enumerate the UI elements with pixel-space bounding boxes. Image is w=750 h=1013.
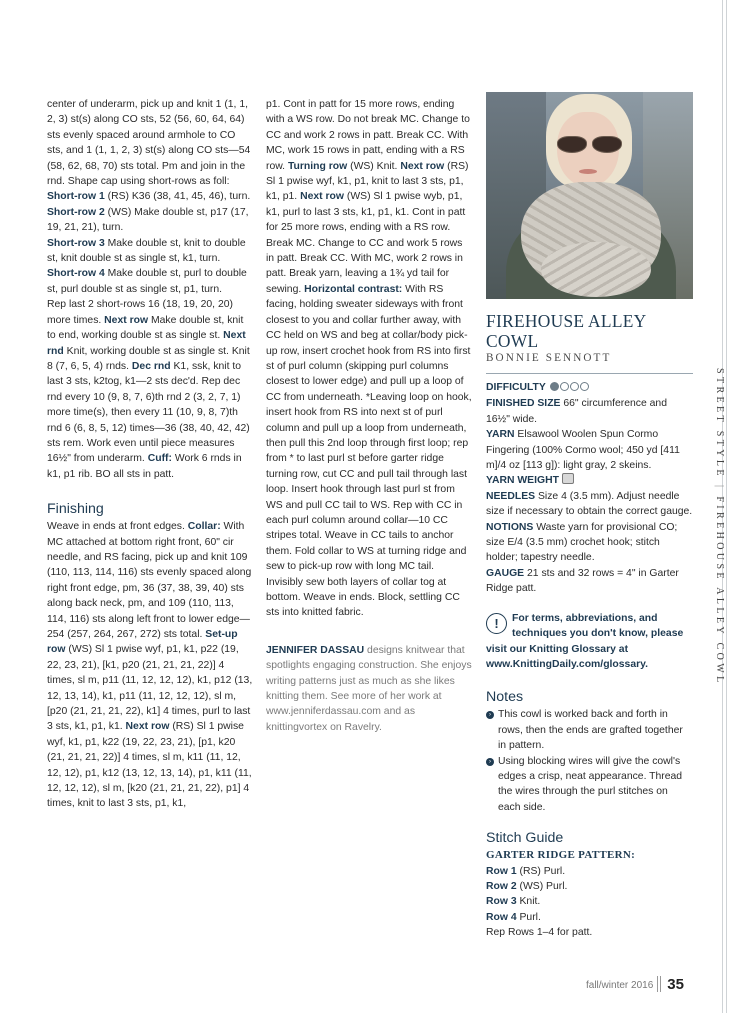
body-text: (WS) Sl 1 pwise wyf, p1, k1, p22 (19, 22, 23, 21), [k1, p20 (21, 21, 21, 22)] 4 times, sl m, p11 (11, 12, 12, 12), k1, p12 (13, 12, 13, 14), k1, p11 (11, 12, 12, 12), sl m, [p20 (21, 21, 21, 22), k1] 4 times, purl to last 3 sts, k1, p1, k1. (47, 644, 253, 733)
step-text: (RS) K36 (38, 41, 45, 46), turn. (104, 191, 251, 203)
body-text: With RS facing, holding sweater sideways with front closest to you and collar further away, with CC held on WS and beg at collar/body pick-up row, insert crochet hook from RS into first st of purl column (skipping purl columns closest to lower edge) and pull up a loop of CC from underneath. *Leaving loop on hook, insert hook from RS into next st of purl column and pull up a loop from underneath, then pull this 2nd loop through first loop; rep from * to last purl st before garter ridge turning row, cut CC and pull tail through last loop. Insert hook through last purl st from WS and pull CC tail to WS. Rep with CC in each purl column around collar—10 CC stripes total. Weave in CC tails to anchor them. Fold collar to WS at turning ridge and sew to pick-up row with long MC tail. Invisibly sew both layers of collar tog at bottom. Weave in ends. Block, settling CC sts into knitted fabric. (266, 283, 472, 619)
body-text: Make double st, knit to end, working double st as single st. (47, 314, 244, 342)
needles (486, 489, 693, 520)
sunglasses-icon (555, 136, 623, 152)
notes-heading: Notes (486, 689, 524, 706)
row-item (486, 910, 693, 925)
gauge (486, 566, 693, 597)
short-row-4 (47, 266, 254, 297)
paragraph (47, 519, 254, 812)
column-1 (47, 97, 254, 812)
step-label: Next row (104, 314, 149, 326)
step-label: Short-row 3 (47, 237, 105, 249)
repeat-rows: Rep Rows 1–4 for patt. (486, 927, 593, 939)
note-text: Using blocking wires will give the cowl's edges a crisp, neat appearance. Thread the wires through the purl stitches on each side. (498, 755, 683, 813)
row-item (486, 879, 693, 894)
glossary-note (486, 611, 693, 673)
step-text: Make double st, purl to double st, purl double st as single st, p1, turn. (47, 268, 247, 295)
body-text: center of underarm, pick up and knit 1 (1, 1, 2, 3) st(s) along CO sts, 52 (56, 60, 64, 64) sts evenly spaced around armhole to CO sts, and 1 (1, 1, 2, 3) st(s) along CO sts—54 (58, 62, 68, 70) sts total. Pm and join in the rnd. Shape cap using short-rows as foll: (47, 99, 251, 188)
bullet-icon: › (486, 758, 494, 766)
yarn-weight (486, 473, 693, 488)
paragraph (47, 297, 254, 482)
pattern-title: FIREHOUSE ALLEY COWL (486, 311, 646, 351)
notions (486, 520, 693, 566)
info-icon: ! (486, 613, 507, 634)
issue-label: fall/winter 2016 (586, 980, 654, 991)
step-label: Short-row 1 (47, 191, 105, 203)
spec-label: NEEDLES (486, 490, 536, 502)
difficulty-dot-icon (560, 382, 569, 391)
spec-text: Elsawool Woolen Spun Cormo Fingering (100% Cormo wool; 450 yd [411 m]/4 oz [113 g]): light gray, 2 skeins. (486, 429, 680, 472)
difficulty-row (486, 380, 693, 396)
difficulty-rating-icon (550, 381, 590, 396)
spec-label: YARN (486, 429, 515, 441)
article-name: FIREHOUSE ALLEY COWL (714, 496, 725, 686)
credit-text: designs knitwear that spotlights engaging construction. She enjoys writing patterns just as much as she likes knitting them. See more of her work at www.jenniferdassau.com and as knittingvortex on Ravelry. (266, 644, 472, 733)
step-label: Short-row 4 (47, 268, 105, 280)
stitch-guide-heading: Stitch Guide (486, 830, 564, 847)
body-text: p1. Cont in patt for 15 more rows, ending with a WS row. Do not break MC. Change to CC and work 2 rows in patt. Break CC. With MC, work 15 rows in patt, ending with a RS row. (266, 99, 470, 172)
row-text: (RS) Purl. (516, 865, 566, 877)
spec-label: FINISHED SIZE (486, 398, 561, 410)
row-text: Knit. (516, 896, 541, 908)
divider: | (714, 484, 725, 491)
model-photo (486, 92, 693, 299)
step-label: Dec rnd (131, 360, 171, 372)
spec-text: Size 4 (3.5 mm). Adjust needle size if necessary to obtain the correct gauge. (486, 490, 693, 518)
paragraph (266, 97, 473, 621)
difficulty-label: DIFFICULTY (486, 382, 546, 393)
difficulty-dot-icon (570, 382, 579, 391)
step-label: Next row (300, 191, 344, 203)
body-text: Rep last 2 short-rows 16 (18, 19, 20, 20) more times. (47, 299, 233, 326)
row-text: (WS) Purl. (516, 880, 568, 892)
step-label: Next row (400, 160, 445, 172)
step-label: Set-up row (47, 629, 238, 656)
paragraph (47, 97, 254, 189)
column-2 (266, 97, 473, 735)
body-text: (RS) Sl 1 pwise wyf, k1, p1, k22 (19, 22, 23, 21), [p1, k20 (21, 21, 21, 22)] 4 times, sl m, k11 (11, 12, 12, 12), p1, k12 (13, 12, 13, 14), p1, k11 (11, 12, 12, 12), sl m, [k20 (21, 21, 21, 22), p1] 4 times, knit to last 3 sts, p1, k1, (47, 721, 252, 810)
designer-name: BONNIE SENNOTT (486, 351, 693, 374)
garter-ridge-title: GARTER RIDGE PATTERN: (486, 849, 636, 862)
step-text: Make double st, knit to double st, knit double st as single st, k1, turn. (47, 237, 246, 265)
short-row-3 (47, 236, 254, 267)
note-item (486, 754, 693, 816)
row-label: Row 2 (486, 880, 517, 892)
note-item (486, 707, 693, 753)
row-label: Row 1 (486, 865, 517, 877)
row-text: Purl. (516, 911, 541, 923)
step-label: Turning row (287, 160, 348, 172)
body-text: (RS) Sl 1 pwise wyf, k1, p1, knit to last 3 sts, p1, k1, p1. (266, 160, 469, 203)
spec-text: Waste yarn for provisional CO; size E/4 (3.5 mm) crochet hook; stitch holder; tapestry needle. (486, 521, 678, 564)
body-text: Work 6 rnds in k1, p1 rib. BO all sts in patt. (47, 453, 242, 480)
step-label: Next row (125, 721, 170, 733)
finished-size (486, 396, 693, 427)
body-text: With MC attached at bottom right front, 60" cir needle, and RS facing, pick up and knit 109 (110, 113, 114, 116) sts evenly spaced along right front edge, pm, 36 (37, 38, 39, 40) sts along back neck, pm, and 109 (110, 113, 114, 116) sts along left front to lower edge—254 (257, 264, 267, 272) sts total. (47, 521, 252, 640)
bullet-icon: › (486, 711, 494, 719)
body-text: (WS) Sl 1 pwise wyb, p1, k1, purl to last 3 sts, k1, p1, k1. Cont in patt for 25 more rows, ending with a RS row. Break MC. Change to CC and work 5 rows in patt. Break CC. With MC, work 2 rows in patt. Break yarn, leaving a 1¾ yd tail for sewing. (266, 191, 466, 295)
page-footer (586, 976, 684, 993)
short-row-2 (47, 205, 254, 236)
side-tab-text (709, 368, 729, 686)
step-label: Horizontal contrast: (304, 283, 403, 295)
yarn (486, 427, 693, 473)
glossary-text: For terms, abbreviations, and techniques you don't know, please visit our Knitting Glossary at www.KnittingDaily.com/glossary. (486, 612, 684, 670)
row-item (486, 864, 693, 879)
column-3 (486, 92, 693, 941)
step-label: Cuff: (147, 453, 172, 465)
spec-text: 66" circumference and 16½" wide. (486, 398, 667, 425)
spec-label: YARN WEIGHT (486, 475, 559, 487)
designer-credit (266, 643, 473, 735)
divider (657, 976, 658, 992)
body-text: K1, ssk, knit to last 3 sts, k2tog, k1—2 sts dec'd. Rep dec rnd every 10 (9, 8, 7, 6)th rnd 2 (3, 2, 7, 1) more time(s), then every 11 (10, 9, 8, 7)th rnd 6 (6, 8, 5, 12) times—36 (38, 40, 42, 42) sts rem. Work even until piece measures 16½" from underarm. (47, 360, 250, 465)
step-label: Short-row 2 (47, 206, 105, 218)
step-label: Collar: (187, 521, 221, 533)
step-text: (WS) Make double st, p17 (17, 19, 21, 21), turn. (47, 206, 249, 234)
difficulty-dot-icon (580, 382, 589, 391)
divider (660, 976, 661, 992)
difficulty-dot-icon (550, 382, 559, 391)
credit-name: JENNIFER DASSAU (266, 644, 365, 656)
row-label: Row 3 (486, 896, 517, 908)
spec-label: GAUGE (486, 567, 525, 579)
section-name: STREET STYLE (714, 368, 725, 479)
row-item (486, 894, 693, 909)
short-row-1 (47, 189, 254, 204)
body-text: (WS) Knit. (347, 160, 401, 172)
note-text: This cowl is worked back and forth in rows, then the ends are grafted together in pattern. (498, 709, 683, 752)
spec-label: NOTIONS (486, 521, 534, 533)
body-text: Knit, working double st as single st. Knit 8 (7, 6, 5, 4) rnds. (47, 345, 250, 372)
page-number: 35 (667, 976, 684, 993)
yarn-weight-icon (562, 473, 574, 484)
spec-text: 21 sts and 32 rows = 4" in Garter Ridge patt. (486, 567, 679, 595)
body-text: Weave in ends at front edges. (47, 521, 188, 533)
row-label: Row 4 (486, 911, 517, 923)
finishing-heading: Finishing (47, 501, 104, 518)
step-label: Next rnd (47, 330, 246, 357)
